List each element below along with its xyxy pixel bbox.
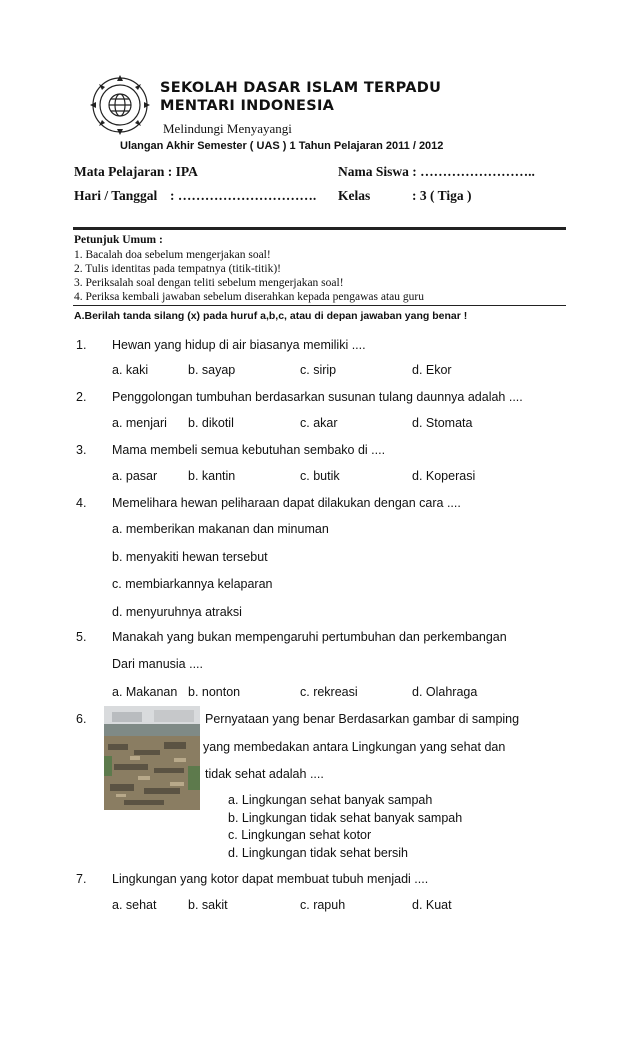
question-number: 4.: [76, 496, 87, 510]
question-text-line: Pernyataan yang benar Berdasarkan gambar di samping: [205, 712, 520, 726]
answer-option[interactable]: d. Kuat: [412, 898, 452, 912]
instruction-item: 2. Tulis identitas pada tempatnya (titik-titik)!: [74, 263, 281, 275]
answer-option[interactable]: c. akar: [300, 416, 338, 430]
answer-option[interactable]: a. pasar: [112, 469, 158, 483]
answer-option[interactable]: c. rekreasi: [300, 685, 358, 699]
section-a-heading: A.Berilah tanda silang (x) pada huruf a,b,c, atau di depan jawaban yang benar !: [74, 310, 468, 322]
question-text-line: tidak sehat adalah ....: [205, 767, 324, 781]
question-number: 6.: [76, 712, 87, 726]
answer-option[interactable]: b. dikotil: [188, 416, 234, 430]
instruction-item: 3. Periksalah soal dengan teliti sebelum mengerjakan soal!: [74, 277, 344, 289]
question-text: Memelihara hewan peliharaan dapat dilakukan dengan cara ....: [112, 496, 461, 510]
school-name-line2: MENTARI INDONESIA: [160, 98, 335, 114]
question-text: Penggolongan tumbuhan berdasarkan susunan tulang daunnya adalah ....: [112, 390, 523, 404]
answer-option[interactable]: d. Olahraga: [412, 685, 478, 699]
answer-option[interactable]: a. Makanan: [112, 685, 178, 699]
question-text-line: yang membedakan antara Lingkungan yang sehat dan: [203, 740, 506, 754]
answer-option[interactable]: c. membiarkannya kelaparan: [112, 577, 273, 591]
answer-option[interactable]: c. Lingkungan sehat kotor: [228, 828, 372, 842]
answer-option[interactable]: a. sehat: [112, 898, 157, 912]
answer-option[interactable]: a. kaki: [112, 363, 149, 377]
answer-option[interactable]: b. sayap: [188, 363, 236, 377]
answer-option[interactable]: a. menjari: [112, 416, 167, 430]
student-name-field: Nama Siswa : ……………………..: [338, 164, 535, 179]
divider-bottom: [73, 305, 566, 306]
class-label: Kelas: [338, 188, 371, 203]
answer-option[interactable]: d. Koperasi: [412, 469, 476, 483]
question-number: 7.: [76, 872, 87, 886]
answer-option[interactable]: c. butik: [300, 469, 340, 483]
day-date-field: : ………………………….: [170, 188, 317, 203]
question-number: 1.: [76, 338, 87, 352]
question-text: Manakah yang bukan mempengaruhi pertumbuhan dan perkembangan: [112, 630, 507, 644]
question-text: Hewan yang hidup di air biasanya memiliki ....: [112, 338, 366, 352]
class-field: : 3 ( Tiga ): [412, 188, 472, 203]
answer-option[interactable]: d. Stomata: [412, 416, 473, 430]
polluted-river-photo: [104, 706, 200, 810]
instruction-item: 4. Periksa kembali jawaban sebelum diserahkan kepada pengawas atau guru: [74, 291, 424, 303]
answer-option[interactable]: b. sakit: [188, 898, 228, 912]
exam-title: Ulangan Akhir Semester ( UAS ) 1 Tahun Pelajaran 2011 / 2012: [120, 140, 444, 152]
answer-option[interactable]: d. Ekor: [412, 363, 452, 377]
question-text: Lingkungan yang kotor dapat membuat tubuh menjadi ....: [112, 872, 429, 886]
answer-option[interactable]: b. nonton: [188, 685, 241, 699]
instruction-item: 1. Bacalah doa sebelum mengerjakan soal!: [74, 249, 271, 261]
answer-option[interactable]: a. Lingkungan sehat banyak sampah: [228, 793, 433, 807]
question-text-continued: Dari manusia ....: [112, 657, 204, 671]
question-number: 5.: [76, 630, 87, 644]
answer-option[interactable]: d. menyuruhnya atraksi: [112, 605, 242, 619]
answer-option[interactable]: b. Lingkungan tidak sehat banyak sampah: [228, 811, 463, 825]
school-motto: Melindungi Menyayangi: [163, 121, 292, 136]
answer-option[interactable]: a. memberikan makanan dan minuman: [112, 522, 329, 536]
subject-field: Mata Pelajaran : IPA: [74, 164, 198, 179]
answer-option[interactable]: c. sirip: [300, 363, 337, 377]
answer-option[interactable]: c. rapuh: [300, 898, 346, 912]
question-number: 2.: [76, 390, 87, 404]
question-number: 3.: [76, 443, 87, 457]
divider-top: [73, 227, 566, 230]
day-date-label: Hari / Tanggal: [74, 188, 158, 203]
school-name-line1: SEKOLAH DASAR ISLAM TERPADU: [160, 80, 442, 96]
school-logo: [90, 75, 150, 135]
answer-option[interactable]: b. kantin: [188, 469, 236, 483]
question-text: Mama membeli semua kebutuhan sembako di ....: [112, 443, 386, 457]
answer-option[interactable]: d. Lingkungan tidak sehat bersih: [228, 846, 408, 860]
answer-option[interactable]: b. menyakiti hewan tersebut: [112, 550, 268, 564]
instructions-title: Petunjuk Umum :: [74, 234, 163, 246]
